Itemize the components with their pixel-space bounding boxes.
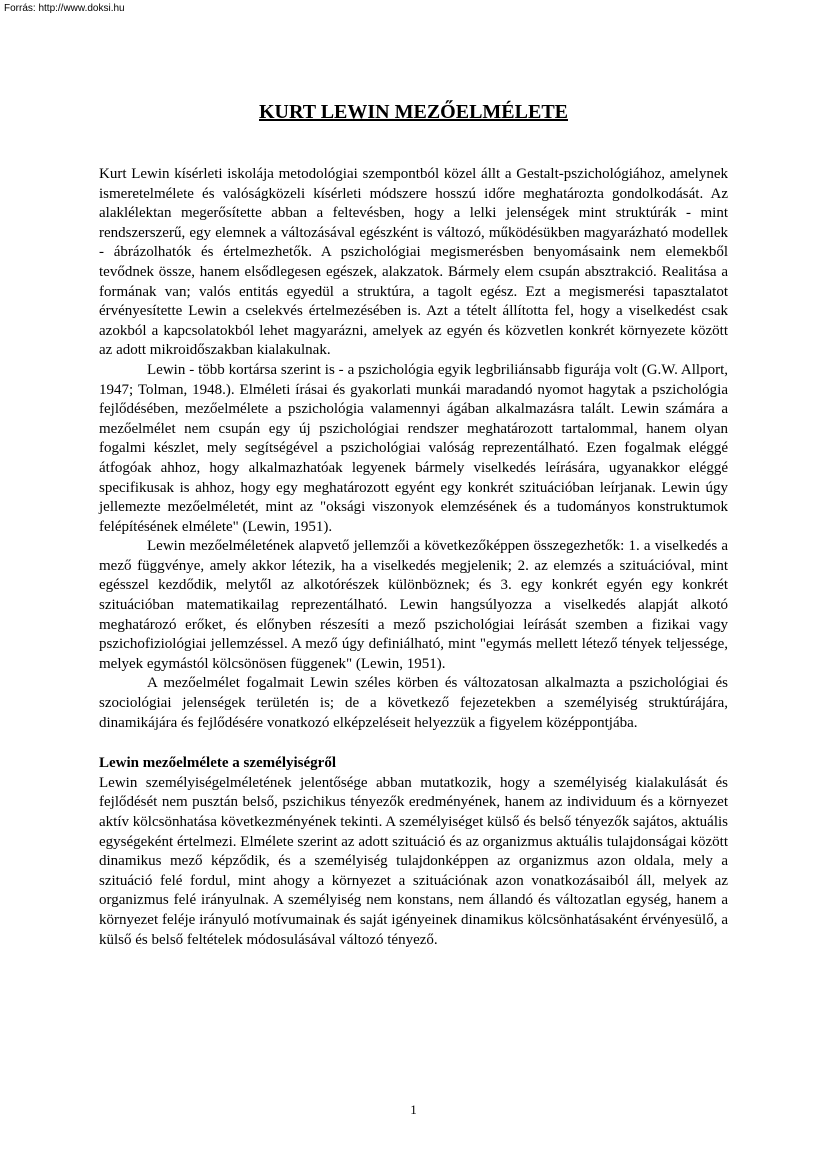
section-heading: Lewin mezőelmélete a személyiségről	[99, 755, 336, 772]
page-title: KURT LEWIN MEZŐELMÉLETE	[259, 101, 568, 123]
paragraph-field-theory-features: Lewin mezőelméletének alapvető jellemzői a következőképpen összegezhetők: 1. a viselkedés a mező függvénye, amely akkor létezik, ha a viselkedés megjelenik; 2. az elemzés a szituációval, mint egésszel kezdődik, melytől az alkotórészek különböznek; és 3. egy konkrét egyén egy konkrét szituációban matematikailag reprezentálható. Lewin hangsúlyozza a viselkedés alapját alkotó meghatározó erőket, és előnyben részesíti a mező pszichológiai leírását szemben a fizikai vagy pszichofiziológiai jellemzéssel. A mező úgy definiálható, mint "egymás mellett létező tények teljessége, melyek egymástól kölcsönösen függenek" (Lewin, 1951).	[99, 538, 728, 672]
paragraph-field-theory-application: A mezőelmélet fogalmait Lewin széles körben és változatosan alkalmazta a pszichológiai és szociológiai jelenségek területén is; de a következő fejezetekben a személyiség struktúrájára, dinamikájára és fejlődésére vonatkozó elképzeléseit helyezzük a figyelem középpontjába.	[99, 675, 728, 731]
paragraph-personality: Lewin személyiségelméletének jelentősége abban mutatkozik, hogy a személyiség kialakulását és fejlődését nem pusztán belső, pszichikus tényezők eredményének, hanem az individuum és a környezet aktív kölcsönhatása következményének tekinti. A személyiséget külső és belső tényezők sajátos, aktuális egységeként értelmezi. Elmélete szerint az adott szituáció és az organizmus aktuális tulajdonságai között dinamikus mező képződik, és a személyiség tulajdonképpen az organizmus azon oldala, mely a szituáció felé fordul, mint ahogy a környezet a szituációnak azon vonatkozásaiból áll, melyek az organizmus felé irányulnak. A személyiség nem konstans, nem állandó és változatlan egység, hanem a környezet feléje irányuló motívumainak és saját igényeinek dinamikus kölcsönhatásaként érvényesülő, a külső és belső feltételek módosulásával változó tényező.	[99, 774, 728, 948]
page-number: 1	[410, 1102, 417, 1117]
source-label: Forrás: http://www.doksi.hu	[4, 3, 125, 14]
paragraph-intro: Kurt Lewin kísérleti iskolája metodológiai szempontból közel állt a Gestalt-pszichológiához, amelynek ismeretelmélete és valóságközeli kísérleti módszere hosszú időre meghatározta gondolkodását. Az alaklélektan megerősítette abban a feltevésben, hogy a lelki jelenségek mint struktúrák - mint rendszerszerű, egy elemnek a változásával egészként is változó, működésükben magyarázható modellek - ábrázolhatók és értelmezhetők. A pszichológiai megismerésben benyomásaink nem elemekből tevődnek össze, hanem elsődlegesen egészek, alakzatok. Bármely elem csupán absztrakció. Realitása a formának van; valós entitás egyedül a struktúra, a tagolt egész. Ezt a megismerési tapasztalatot érvényesítette Lewin a cselekvés értelmezésében is. Azt a tételt állította fel, hogy a viselkedést csak azokból a kapcsolatokból lehet magyarázni, amelyek az egyén és közvetlen konkrét környezete között az adott mikroidőszakban kialakulnak.	[99, 166, 728, 359]
paragraph-lewin-reputation: Lewin - több kortársa szerint is - a pszichológia egyik legbriliánsabb figurája volt (G.W. Allport, 1947; Tolman, 1948.). Elméleti írásai és gyakorlati munkái maradandó nyomot hagytak a pszichológia fejlődésében, mezőelmélete a pszichológia valamennyi ágában alkalmazásra talált. Lewin számára a mezőelmélet nem csupán egy új pszichológiai rendszer meghatározott tartalommal, hanem olyan fogalmi készlet, mely segítségével a pszichológiai valóság reprezentálható. Ezen fogalmak eléggé átfogóak ahhoz, hogy alkalmazhatóak legyenek bármely viselkedés leírására, ugyanakkor eléggé specifikusak is ahhoz, hogy egy meghatározott egyént egy konkrét szituációban leírjanak. Lewin úgy jellemezte mezőelméletét, mint az "oksági viszonyok elemzésének és a tudományos konstruktumok felépítésének elmélete" (Lewin, 1951).	[99, 361, 728, 535]
document-body	[99, 165, 728, 950]
